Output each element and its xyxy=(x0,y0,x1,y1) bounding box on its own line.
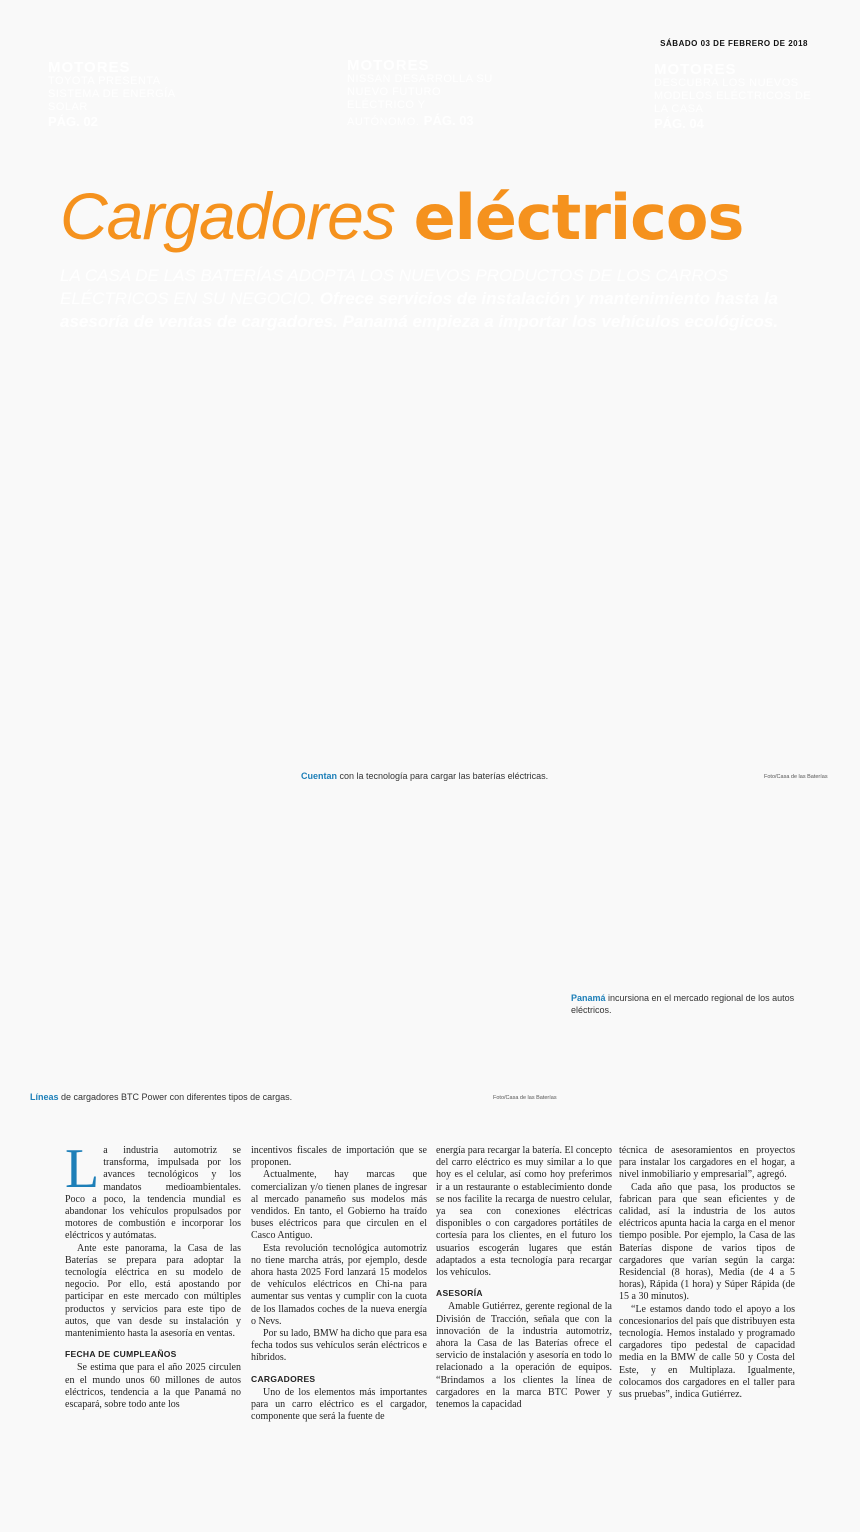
article-column-4 xyxy=(619,1145,795,1401)
article-paragraph: energía para recargar la batería. El concepto del carro eléctrico es muy similar a lo que hoy es el celular, así como hoy preferimos ir a un restaurante o establecimiento donde se nos facilite la recarga de nuestro celular, ya sea con conexiones eléctricas disponibles o con cargadores portátiles de cortesía para los clientes, en el futuro los usuarios escogerán lugares que están adaptados a esta tecnología para recargar los vehículos. xyxy=(436,1145,612,1279)
teaser-page: PÁG. 03 xyxy=(423,113,474,128)
teaser-page: PÁG. 04 xyxy=(654,116,704,131)
caption-key: Líneas xyxy=(30,1092,59,1102)
caption-key: Cuentan xyxy=(301,771,337,781)
teaser-section: MOTORES xyxy=(654,61,737,78)
teaser-text: TOYOTA PRESENTA SISTEMA DE ENERGÍA SOLAR xyxy=(48,75,175,113)
article-paragraph: Ante este panorama, la Casa de las Baterías se prepara para adoptar la tecnología eléctrica en su modelo de negocio. Por ello, está apostando por participar en este mercado con múltiples productos y servicios para este tipo de autos, que van desde su instalación y mantenimiento hasta la asesoría en ventas. xyxy=(65,1242,241,1340)
caption-text: incursiona en el mercado regional de los autos eléctricos. xyxy=(571,993,795,1015)
teaser-section: MOTORES xyxy=(347,57,430,74)
subheading: CARGADORES xyxy=(251,1373,316,1384)
article-paragraph: técnica de asesoramientos en proyectos para instalar los cargadores en el hogar, a nivel inmobiliario y empresarial”, agregó. xyxy=(619,1145,795,1181)
teaser-page-04[interactable] xyxy=(654,62,814,131)
subheading: FECHA DE CUMPLEAÑOS xyxy=(65,1349,177,1360)
teaser-text-2: AUTÓNOMO. xyxy=(347,116,420,128)
teaser-text: NISSAN DESARROLLA SU NUEVO FUTURO ELÉCTRICO Y xyxy=(347,73,493,111)
deck-lead: LA CASA DE LAS BATERÍAS ADOPTA LOS NUEVOS PRODUCTOS DE LOS CARROS ELÉCTRICOS EN SU NEGOCIO. xyxy=(60,266,729,308)
headline-light: Cargadores xyxy=(60,179,395,253)
paragraph-text: a industria automotriz se transforma, impulsada por los avances tecnológicos y los mandatos medioambientales. Poco a poco, la tendencia mundial es abandonar los vehículos propulsados por motores de combustión e incorporar los eléctricos y autómatas. xyxy=(65,1145,241,1242)
article-paragraph xyxy=(65,1138,241,1243)
teaser-text: DESCUBRA LOS NUEVOS MODELOS ELÉCTRICOS DE LA CASA xyxy=(654,77,812,115)
deck xyxy=(60,264,810,333)
subheading: ASESORÍA xyxy=(436,1288,483,1299)
teaser-page: PÁG. 02 xyxy=(48,114,98,129)
article-paragraph: incentivos fiscales de importación que se proponen. xyxy=(251,1145,427,1169)
teaser-page-03[interactable] xyxy=(347,58,507,130)
issue-date: SÁBADO 03 DE FEBRERO DE 2018 xyxy=(660,39,808,48)
headline xyxy=(60,178,743,256)
drop-cap: L xyxy=(65,1138,100,1200)
caption-text: con la tecnología para cargar las baterías eléctricas. xyxy=(337,771,549,781)
photo-caption-3 xyxy=(30,1091,292,1103)
caption-key: Panamá xyxy=(571,993,606,1003)
deck-bold: Ofrece servicios de instalación y mantenimiento hasta la asesoría de ventas de cargadores. Panamá empieza a importar los vehículos ecológicos. xyxy=(60,289,779,331)
photo-caption-1 xyxy=(301,770,548,782)
photo-credit-3: Foto/Casa de las Baterías xyxy=(493,1095,557,1101)
teaser-section: MOTORES xyxy=(48,59,131,76)
article-paragraph: Se estima que para el año 2025 circulen en el mundo unos 60 millones de autos eléctricos, tendencia a la que Panamá no escapará, sobre todo ante los xyxy=(65,1362,241,1411)
photo-credit-1: Foto/Casa de las Baterías xyxy=(764,774,828,780)
article-column-3 xyxy=(436,1145,612,1411)
article-paragraph: Cada año que pasa, los productos se fabrican para que sean eficientes y de calidad, así la industria de los autos eléctricos apunta hacia la carga en el menor tiempo posible. Por ejemplo, la Casa de las Baterías dispone de varios tipos de cargadores que varían según la carga: Residencial (8 horas), Media (de 4 a 5 horas), Rápida (1 hora) y Súper Rápida (de 15 a 30 minutos). xyxy=(619,1181,795,1303)
article-paragraph: Esta revolución tecnológica automotriz no tiene marcha atrás, por ejemplo, desde ahora hasta 2025 Ford lanzará 15 modelos de vehículos eléctricos en Chi-na para aumentar sus ventas y cumplir con la cuota de los llamados coches de la nueva energía o Nevs. xyxy=(251,1242,427,1327)
article-column-2 xyxy=(251,1145,427,1423)
article-paragraph: Uno de los elementos más importantes para un carro eléctrico es el cargador, componente que será la fuente de xyxy=(251,1386,427,1423)
article-column-1 xyxy=(65,1138,241,1411)
teaser-page-02[interactable] xyxy=(48,60,208,129)
photo-caption-2 xyxy=(571,992,811,1016)
headline-bold: eléctricos xyxy=(413,181,744,254)
article-paragraph: Amable Gutiérrez, gerente regional de la División de Tracción, señala que con la innovación de la industria automotriz, ahora la Casa de las Baterías ofrece el servicio de instalación y asesoría en todo lo relacionado a la operación de equipos. “Brindamos a los clientes la línea de cargadores en la marca BTC Power y tenemos la capacidad xyxy=(436,1301,612,1411)
caption-text: de cargadores BTC Power con diferentes tipos de cargas. xyxy=(58,1092,293,1102)
article-paragraph: Por su lado, BMW ha dicho que para esa fecha todos sus vehículos serán eléctricos e híbridos. xyxy=(251,1328,427,1364)
article-paragraph: “Le estamos dando todo el apoyo a los concesionarios del país que distribuyen esta tecnología. Hemos instalado y programado cargadores tipo pedestal de capacidad media en la BMW de calle 50 y Costa del Este, y en Multiplaza. Igualmente, colocamos dos cargadores en el taller para sus pruebas”, indica Gutiérrez. xyxy=(619,1303,795,1401)
article-paragraph: Actualmente, hay marcas que comercializan y/o tienen planes de ingresar al mercado panameño sus modelos más vendidos. En tanto, el Gobierno ha traído buses eléctricos para que circulen en el Casco Antiguo. xyxy=(251,1169,427,1242)
